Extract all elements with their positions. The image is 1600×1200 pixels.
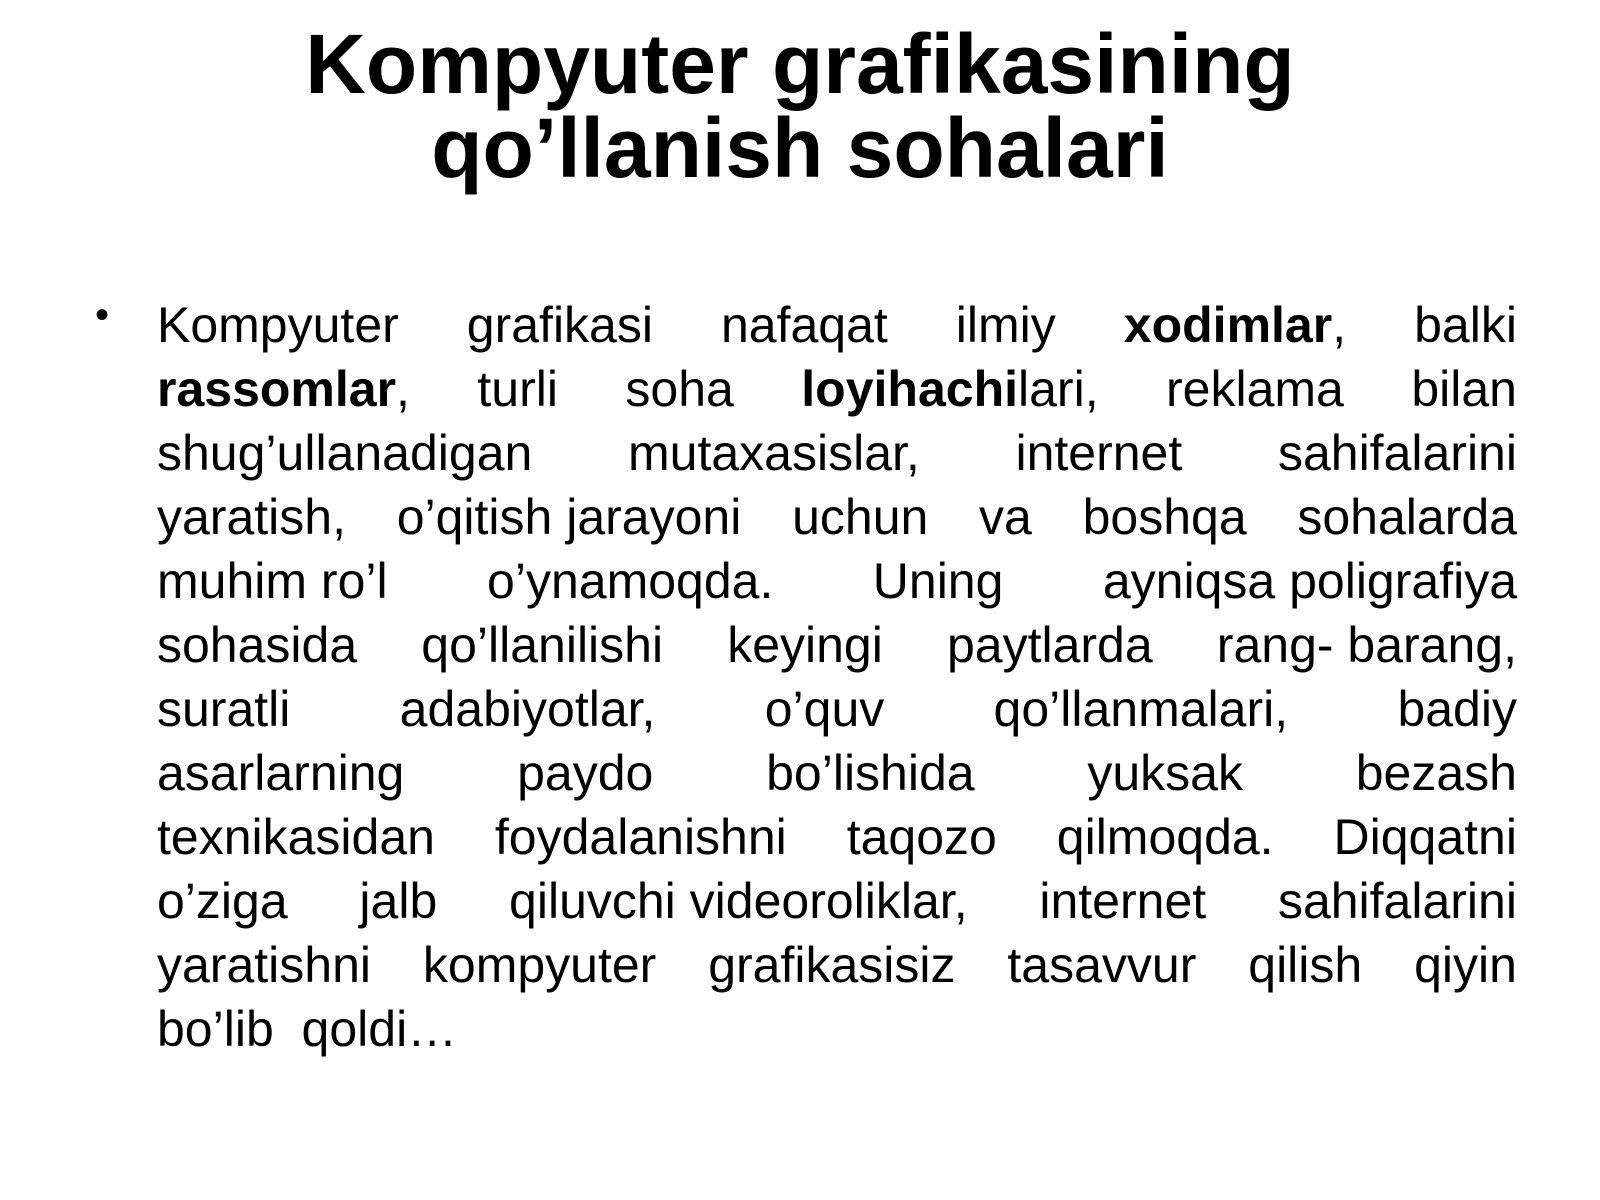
paragraph-word (1087, 741, 1243, 805)
word-text: paydo (517, 745, 654, 801)
paragraph-word (157, 997, 457, 1061)
word-text: uchun (792, 489, 929, 545)
word-text: internet (1015, 425, 1183, 481)
paragraph-word (157, 805, 435, 869)
paragraph-word (801, 357, 1098, 421)
paragraph-word (1278, 869, 1517, 933)
word-text: jalb (359, 873, 438, 929)
paragraph-word (847, 805, 997, 869)
paragraph-word (157, 933, 371, 997)
paragraph-word (157, 549, 388, 613)
word-text: internet (1039, 873, 1207, 929)
word-text: o’ynamoqda. (487, 553, 774, 609)
paragraph-line (157, 869, 1517, 933)
paragraph-line (157, 421, 1517, 485)
bullet-paragraph (157, 293, 1517, 1061)
paragraph-line (157, 997, 1517, 1061)
word-text: qiluvchi videoroliklar, (509, 873, 968, 929)
paragraph-word (421, 613, 663, 677)
paragraph-word (628, 421, 920, 485)
paragraph-word (1248, 933, 1362, 997)
paragraph-word (708, 933, 955, 997)
paragraph-word (157, 485, 346, 549)
word-text: nafaqat (720, 297, 888, 353)
bullet-marker: • (95, 293, 110, 337)
paragraph-word (1297, 485, 1517, 549)
word-text: badiy (1397, 681, 1517, 737)
paragraph-line (157, 549, 1517, 613)
paragraph-word (1397, 677, 1517, 741)
word-text: sohasida (157, 617, 358, 673)
paragraph-word (947, 613, 1153, 677)
word-text: balki (1414, 297, 1517, 353)
paragraph-word (359, 869, 437, 933)
word-text: yaratishni (157, 937, 371, 993)
word-text: paytlarda (946, 617, 1153, 673)
word-text: qilmoqda. (1056, 809, 1274, 865)
paragraph-word (979, 485, 1032, 549)
paragraph-word (157, 613, 357, 677)
paragraph-word (625, 357, 733, 421)
paragraph-word (1015, 421, 1182, 485)
paragraph-word (994, 677, 1289, 741)
paragraph-word (423, 933, 656, 997)
paragraph-word (517, 741, 653, 805)
paragraph-word (1356, 741, 1517, 805)
paragraph-word (157, 677, 290, 741)
word-text: Uning (872, 553, 1004, 609)
word-suffix: lari, (1018, 361, 1099, 417)
word-text: Diqqatni (1333, 809, 1517, 865)
word-text: qilish (1248, 937, 1363, 993)
paragraph-word (477, 357, 558, 421)
paragraph-line (157, 613, 1517, 677)
paragraph-word (1414, 293, 1517, 357)
paragraph-word (1217, 613, 1517, 677)
paragraph-word (1057, 805, 1274, 869)
paragraph-word (157, 741, 404, 805)
word-text: muhim ro’l (157, 553, 388, 609)
paragraph-word (157, 357, 410, 421)
paragraph-word (792, 485, 928, 549)
paragraph-word (765, 677, 885, 741)
word-text: kompyuter (422, 937, 657, 993)
word-text: tasavvur (1007, 937, 1197, 993)
paragraph-word (509, 869, 968, 933)
bold-term: loyihachi (801, 361, 1019, 417)
paragraph-word (873, 549, 1004, 613)
word-text: grafikasisiz (708, 937, 956, 993)
word-text: o’qitish jarayoni (396, 489, 742, 545)
paragraph-word (1124, 293, 1346, 357)
word-text: Kompyuter (157, 297, 399, 353)
word-text: grafikasi (466, 297, 653, 353)
paragraph-word (1414, 933, 1517, 997)
paragraph-word (1083, 485, 1247, 549)
paragraph-line (157, 741, 1517, 805)
paragraph-word (157, 421, 532, 485)
word-text: bo’lishida (766, 745, 975, 801)
word-text: o’quv (764, 681, 885, 737)
paragraph-line (157, 933, 1517, 997)
paragraph-word (1278, 421, 1517, 485)
word-text: bezash (1355, 745, 1517, 801)
paragraph-word (727, 613, 883, 677)
word-text: soha (625, 361, 734, 417)
paragraph-word (487, 549, 773, 613)
bold-term: xodimlar (1123, 297, 1333, 353)
word-text: foydalanishni (494, 809, 787, 865)
word-text: qo’llanmalari, (993, 681, 1289, 737)
word-text: bo’lib qoldi… (157, 1001, 458, 1057)
paragraph-line (157, 485, 1517, 549)
word-text: shug’ullanadigan (157, 425, 533, 481)
paragraph-word (956, 293, 1056, 357)
word-text: sahifalarini (1277, 873, 1517, 929)
word-suffix: , (396, 361, 410, 417)
paragraph-word (157, 869, 288, 933)
word-text: ayniqsa poligrafiya (1102, 553, 1517, 609)
word-text: taqozo (846, 809, 997, 865)
word-text: qiyin (1414, 937, 1517, 993)
title-line-2: qo’llanish sohalari (431, 101, 1169, 195)
paragraph-word (1411, 357, 1517, 421)
word-text: asarlarning (157, 745, 405, 801)
word-text: sohalarda (1297, 489, 1517, 545)
paragraph-word (1039, 869, 1206, 933)
word-suffix: , (1332, 297, 1347, 353)
paragraph-word (721, 293, 888, 357)
word-text: reklama (1166, 361, 1344, 417)
paragraph-word (766, 741, 974, 805)
paragraph-line (157, 677, 1517, 741)
paragraph-word (157, 293, 399, 357)
paragraph-word (400, 677, 656, 741)
word-text: sahifalarini (1277, 425, 1517, 481)
word-text: texnikasidan (157, 809, 435, 865)
slide-title (0, 17, 1600, 195)
word-text: ilmiy (955, 297, 1056, 353)
paragraph-word (1166, 357, 1344, 421)
paragraph-word (1103, 549, 1517, 613)
word-text: va (979, 489, 1032, 545)
word-text: adabiyotlar, (399, 681, 656, 737)
word-text: keyingi (727, 617, 883, 673)
paragraph-word (1007, 933, 1196, 997)
bold-term: rassomlar (157, 361, 397, 417)
word-text: yuksak (1087, 745, 1243, 801)
word-text: bilan (1411, 361, 1517, 417)
paragraph-line (157, 293, 1517, 357)
word-text: qo’llanilishi (421, 617, 664, 673)
word-text: yaratish, (157, 489, 346, 545)
paragraph-word (1334, 805, 1517, 869)
paragraph-line (157, 357, 1517, 421)
word-text: turli (477, 361, 558, 417)
paragraph-line (157, 805, 1517, 869)
paragraph-word (495, 805, 787, 869)
paragraph-word (467, 293, 653, 357)
word-text: mutaxasislar, (628, 425, 920, 481)
title-line-1: Kompyuter grafikasining (305, 17, 1295, 111)
word-text: boshqa (1082, 489, 1247, 545)
word-text: o’ziga (157, 873, 288, 929)
word-text: rang- barang, (1216, 617, 1517, 673)
word-text: suratli (157, 681, 291, 737)
paragraph-word (397, 485, 742, 549)
